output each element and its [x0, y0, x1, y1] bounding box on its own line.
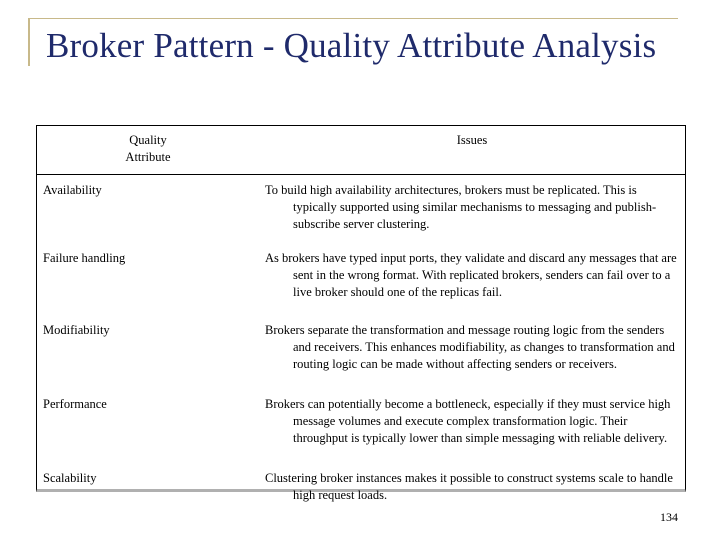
issue-text: Clustering broker instances makes it possible to construct systems scale to handle high request loads.	[265, 471, 673, 502]
issue-cell	[259, 243, 685, 315]
issue-text: Brokers separate the transformation and message routing logic from the senders and receivers. This enhances modifiability, as changes to transformation and routing logic can be made without affecting senders or receivers.	[265, 323, 675, 371]
attribute-cell: Failure handling	[43, 251, 126, 265]
issue-cell	[259, 175, 685, 244]
header-issues: Issues	[259, 126, 685, 175]
table-row	[37, 389, 685, 463]
title-left-rule	[28, 18, 30, 66]
header-quality-attribute	[37, 126, 259, 175]
quality-attribute-table-container	[36, 125, 686, 502]
table-header-row	[37, 126, 685, 175]
issue-text: As brokers have typed input ports, they validate and discard any messages that are sent in the wrong format. With replicated brokers, senders can fail over to a live broker should one of the replicas fail.	[265, 251, 677, 299]
issue-text: To build high availability architectures, brokers must be replicated. This is typically supported using similar mechanisms to messaging and publish-subscribe server clustering.	[265, 183, 657, 231]
table-row	[37, 175, 685, 244]
issue-text: Brokers can potentially become a bottleneck, especially if they must service high message volumes and execute complex transformation logic. Their throughput is typically lower than simple messaging with reliable delivery.	[265, 397, 671, 445]
attribute-cell: Modifiability	[43, 323, 110, 337]
attribute-cell: Scalability	[43, 471, 97, 485]
issue-cell	[259, 315, 685, 389]
issue-cell	[259, 389, 685, 463]
table-row	[37, 243, 685, 315]
table-row	[37, 463, 685, 514]
table-row	[37, 315, 685, 389]
attribute-cell: Availability	[43, 183, 102, 197]
slide-title: Broker Pattern - Quality Attribute Analysis	[46, 26, 657, 65]
attribute-cell: Performance	[43, 397, 107, 411]
issue-cell	[259, 463, 685, 514]
title-top-rule	[28, 18, 678, 19]
quality-attribute-table	[37, 126, 685, 514]
header-quality-attribute-label: Quality Attribute	[125, 133, 171, 164]
page-number: 134	[660, 510, 678, 524]
